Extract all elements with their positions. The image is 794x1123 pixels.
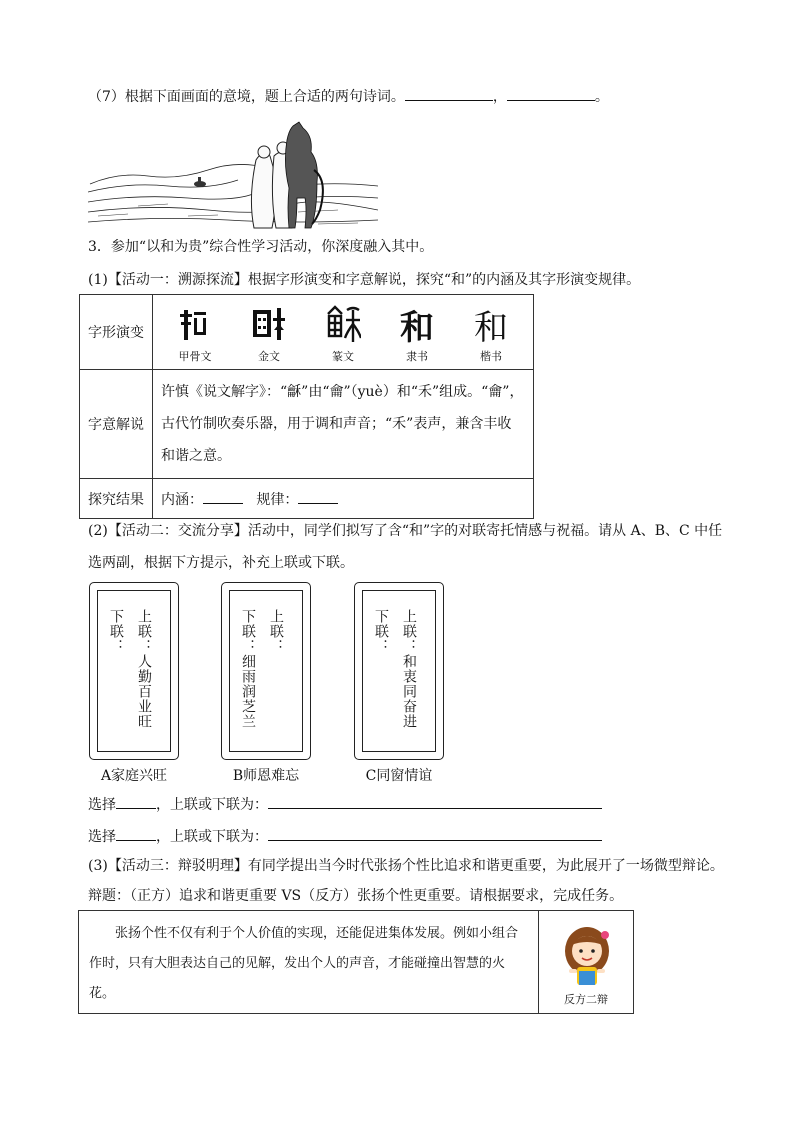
- form-label-oracle: 甲骨文: [178, 350, 212, 363]
- choose-label-1: 选择: [88, 797, 116, 813]
- activity-3-prompt-line1: (3)【活动三：辩驳明理】有同学提出当今时代张扬个性比追求和谐更重要，为此展开了一场微型辩论。: [88, 858, 724, 874]
- result-cell: [153, 479, 534, 519]
- q7-period: 。: [594, 89, 609, 105]
- row-header-meaning: 字意解说: [80, 370, 153, 479]
- couplet-a: [89, 582, 179, 760]
- couplet-a-inner: [97, 590, 171, 752]
- debate-speaker: 反方二辩: [564, 993, 608, 1006]
- choose-label-2: 选择: [88, 829, 116, 845]
- q7-comma: ，: [492, 89, 507, 105]
- choose-blank-2[interactable]: [116, 826, 156, 841]
- question-7: [88, 86, 609, 106]
- couplet-a-caption: A家庭兴旺: [100, 768, 168, 784]
- couplet-b: [221, 582, 311, 760]
- result-guilv-label: 规律：: [256, 491, 299, 508]
- form-label-bronze: 金文: [258, 350, 280, 363]
- row-header-forms: 字形演变: [80, 295, 153, 370]
- couplet-answer-blank-1[interactable]: [268, 794, 602, 809]
- form-clerical: [382, 302, 452, 364]
- debate-box: [78, 910, 634, 1014]
- guilv-blank[interactable]: [298, 489, 338, 504]
- couplet-c-down[interactable]: 下联：: [373, 609, 389, 654]
- choose-blank-1[interactable]: [116, 794, 156, 809]
- form-seal: [308, 302, 378, 364]
- activity-1-prompt: (1)【活动一：溯源探流】根据字形演变和字意解说，探究“和”的内涵及其字形演变规律。: [88, 272, 641, 288]
- couplet-b-up[interactable]: 上联：: [268, 609, 284, 654]
- form-oracle: [160, 302, 230, 364]
- clerical-he-glyph: 和: [400, 307, 434, 348]
- girl-avatar-icon: [549, 921, 625, 991]
- form-bronze: [234, 302, 304, 364]
- question-3-intro: 3．参加“以和为贵”综合性学习活动，你深度融入其中。: [88, 239, 434, 255]
- oracle-he-icon: [180, 304, 210, 344]
- regular-he-glyph: 和: [474, 307, 508, 348]
- couplet-c-inner: [362, 590, 436, 752]
- bronze-he-icon: [251, 304, 287, 344]
- debate-text: 张扬个性不仅有利于个人价值的实现，还能促进集体发展。例如小组合作时，只有大胆表达自己的见解，发出个人的声音，才能碰撞出智慧的火花。: [79, 911, 539, 1013]
- q7-blank-1[interactable]: [405, 86, 493, 101]
- selection-line-1: [88, 794, 602, 814]
- result-neihan-label: 内涵：: [161, 491, 203, 508]
- form-label-regular: 楷书: [480, 350, 502, 363]
- character-evolution-table: [79, 294, 534, 519]
- ink-painting-illustration: [88, 120, 378, 232]
- couplet-c: [354, 582, 444, 760]
- couplet-answer-blank-2[interactable]: [268, 826, 602, 841]
- activity-3-prompt-line2: 辩题：（正方）追求和谐更重要 VS（反方）张扬个性更重要。请根据要求，完成任务。: [88, 888, 624, 904]
- meaning-text: 许慎《说文解字》：“龢”由“龠”（yuè）和“禾”组成。“龠”，古代竹制吹奏乐器，用于调和声音；“禾”表声，兼含丰收和谐之意。: [153, 370, 534, 479]
- couplet-b-down: 下联：细雨润芝兰: [240, 609, 256, 729]
- row-header-result: 探究结果: [80, 479, 153, 519]
- neihan-blank[interactable]: [203, 489, 243, 504]
- activity-2-prompt-line1: (2)【活动二：交流分享】活动中，同学们拟写了含“和”字的对联寄托情感与祝福。请从 A、B、C 中任: [88, 523, 723, 539]
- q7-text: （7）根据下面画面的意境，题上合适的两句诗词。: [88, 89, 405, 105]
- choose-mid-2: ，上联或下联为：: [156, 829, 268, 845]
- couplet-b-inner: [229, 590, 303, 752]
- forms-cell: [153, 295, 534, 370]
- form-label-clerical: 隶书: [406, 350, 428, 363]
- choose-mid-1: ，上联或下联为：: [156, 797, 268, 813]
- q7-blank-2[interactable]: [507, 86, 595, 101]
- couplet-c-up: 上联：和衷同奋进: [401, 609, 417, 729]
- form-label-seal: 篆文: [332, 350, 354, 363]
- couplet-c-caption: C同窗情谊: [365, 768, 433, 784]
- couplet-a-up: 上联：人勤百业旺: [136, 609, 152, 729]
- couplet-b-caption: B师恩难忘: [232, 768, 300, 784]
- seal-he-icon: [325, 304, 361, 344]
- form-regular: [456, 302, 526, 364]
- couplet-a-down[interactable]: 下联：: [108, 609, 124, 654]
- activity-2-prompt-line2: 选两副，根据下方提示，补充上联或下联。: [88, 555, 354, 571]
- selection-line-2: [88, 826, 602, 846]
